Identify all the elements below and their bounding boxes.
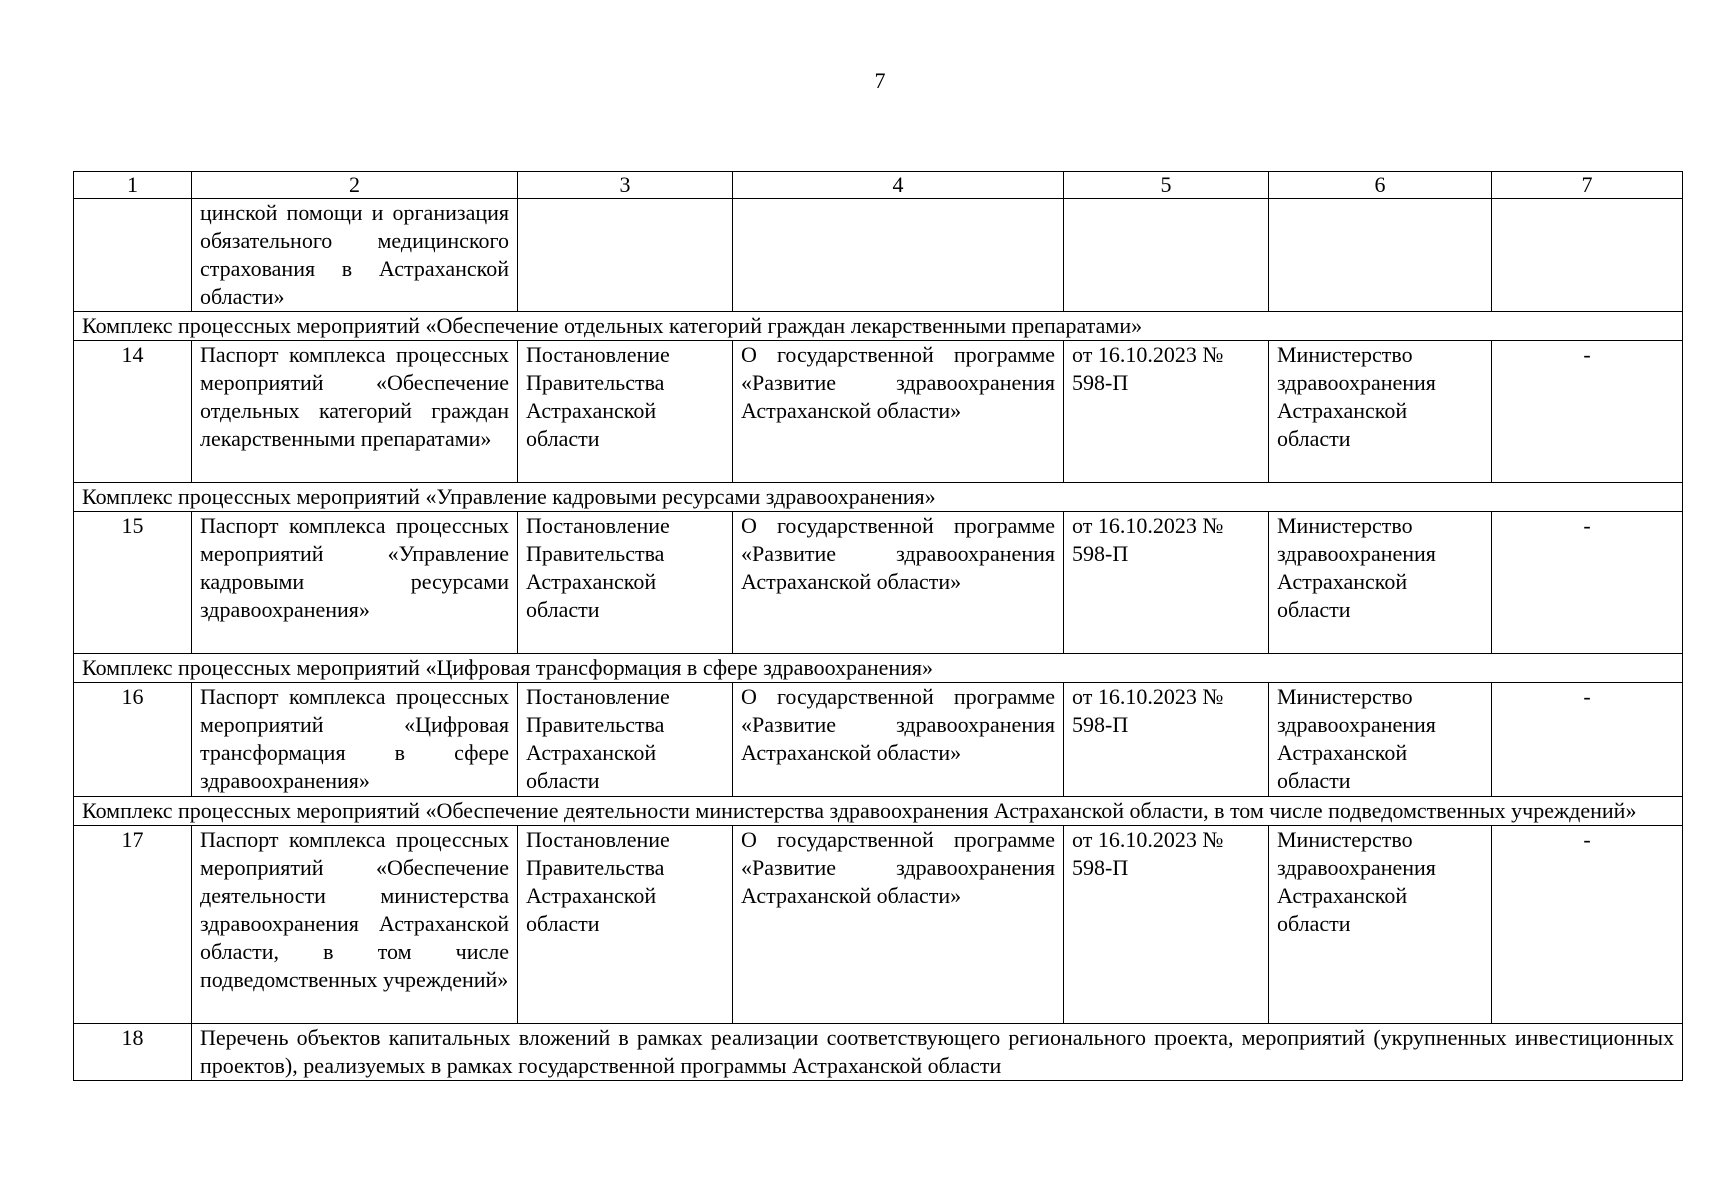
section-header-row [74,483,1683,512]
section-header-row [74,654,1683,683]
authority-cell: Министерство здравоохранения Астраханской области [1269,683,1492,797]
act-cell: Постановление Правительства Астраханской области [518,683,733,797]
continuation-document: цинской помощи и организация обязательного медицинского страхования в Астраханской области» [192,199,518,312]
row-number: 17 [74,826,192,1024]
documents-table [73,171,1683,1081]
column-header: 1 [74,172,192,199]
note-cell: - [1492,683,1683,797]
act-cell: Постановление Правительства Астраханской области [518,826,733,1024]
document-cell: Паспорт комплекса процессных мероприятий «Управление кадровыми ресурсами здравоохранения» [192,512,518,654]
table-row [74,341,1683,483]
authority-cell: Министерство здравоохранения Астраханской области [1269,826,1492,1024]
document-cell: Паспорт комплекса процессных мероприятий «Обеспечение отдельных категорий граждан лекарственными препаратами» [192,341,518,483]
row-number: 16 [74,683,192,797]
subject-cell: О государственной программе «Развитие здравоохранения Астраханской области» [733,512,1064,654]
date-cell: от 16.10.2023 № 598-П [1064,826,1269,1024]
date-cell: от 16.10.2023 № 598-П [1064,512,1269,654]
column-header: 7 [1492,172,1683,199]
row-number: 15 [74,512,192,654]
date-cell: от 16.10.2023 № 598-П [1064,683,1269,797]
page-number: 7 [874,68,886,93]
column-header: 4 [733,172,1064,199]
note-cell: - [1492,826,1683,1024]
section-title: Комплекс процессных мероприятий «Обеспечение отдельных категорий граждан лекарственными препаратами» [74,312,1683,341]
section-header-row [74,797,1683,826]
section-title: Комплекс процессных мероприятий «Обеспечение деятельности министерства здравоохранения Астраханской области, в том числе подведомственных учреждений» [74,797,1683,826]
document-cell: Паспорт комплекса процессных мероприятий «Обеспечение деятельности министерства здравоохранения Астраханской области, в том числе подведомственных учреждений» [192,826,518,1024]
subject-cell: О государственной программе «Развитие здравоохранения Астраханской области» [733,826,1064,1024]
continuation-row [74,199,1683,312]
table-row [74,826,1683,1024]
row-number: 14 [74,341,192,483]
table-row [74,1024,1683,1081]
column-header: 3 [518,172,733,199]
column-header: 2 [192,172,518,199]
date-cell: от 16.10.2023 № 598-П [1064,341,1269,483]
capital-objects-cell: Перечень объектов капитальных вложений в рамках реализации соответствующего регионального проекта, мероприятий (укрупненных инвестиционных проектов), реализуемых в рамках государственной программы Астраханской области [192,1024,1683,1081]
row-number: 18 [74,1024,192,1081]
note-cell: - [1492,512,1683,654]
subject-cell: О государственной программе «Развитие здравоохранения Астраханской области» [733,341,1064,483]
table-row [74,683,1683,797]
authority-cell: Министерство здравоохранения Астраханской области [1269,512,1492,654]
column-header: 5 [1064,172,1269,199]
section-header-row [74,312,1683,341]
act-cell: Постановление Правительства Астраханской области [518,512,733,654]
document-cell: Паспорт комплекса процессных мероприятий «Цифровая трансформация в сфере здравоохранения» [192,683,518,797]
act-cell: Постановление Правительства Астраханской области [518,341,733,483]
subject-cell: О государственной программе «Развитие здравоохранения Астраханской области» [733,683,1064,797]
column-header-row [74,172,1683,199]
section-title: Комплекс процессных мероприятий «Управление кадровыми ресурсами здравоохранения» [74,483,1683,512]
column-header: 6 [1269,172,1492,199]
authority-cell: Министерство здравоохранения Астраханской области [1269,341,1492,483]
note-cell: - [1492,341,1683,483]
table-row [74,512,1683,654]
section-title: Комплекс процессных мероприятий «Цифровая трансформация в сфере здравоохранения» [74,654,1683,683]
